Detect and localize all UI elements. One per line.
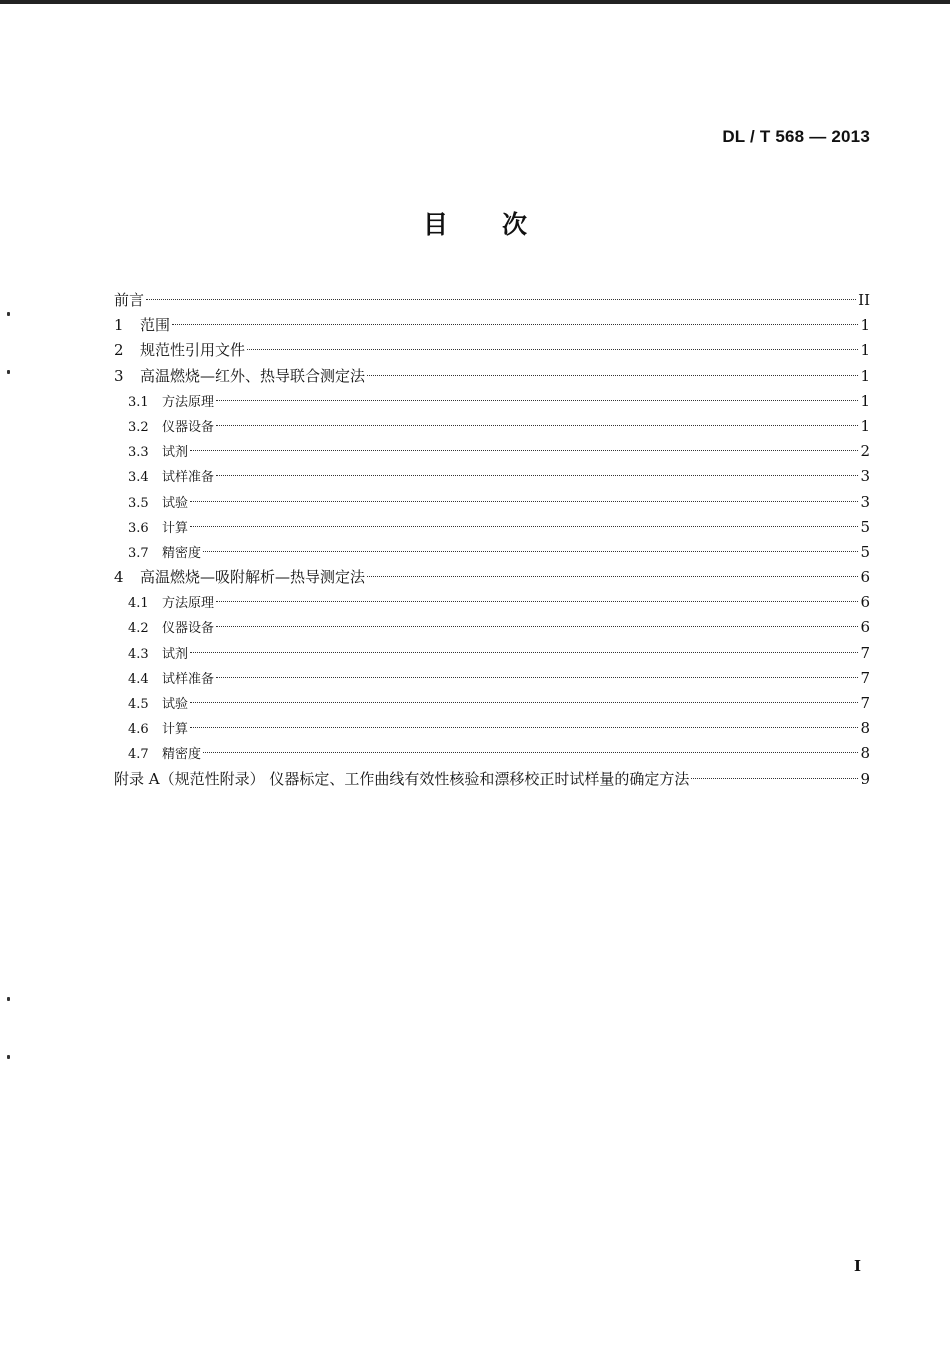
page-title <box>0 205 950 241</box>
toc-leader-dots <box>216 400 858 401</box>
toc-leader-dots <box>190 652 858 653</box>
toc-label: 附录 A（规范性附录） 仪器标定、工作曲线有效性核验和漂移校正时试样量的确定方法 <box>114 769 690 788</box>
toc-leader-dots <box>367 576 858 577</box>
toc-leader-dots <box>216 626 858 627</box>
scan-speck <box>7 370 10 374</box>
toc-label: 试样准备 <box>162 671 215 687</box>
toc-leader-dots <box>691 778 858 779</box>
toc-page: 1 <box>860 391 870 410</box>
toc-entry-3-6[interactable] <box>114 515 870 540</box>
toc-page: 6 <box>860 593 870 612</box>
toc-entry-1[interactable] <box>114 313 870 338</box>
toc-label: 精密度 <box>162 545 202 561</box>
toc-label: 方法原理 <box>162 394 215 410</box>
toc-entry-3-5[interactable] <box>114 490 870 515</box>
scan-speck <box>7 1055 10 1059</box>
toc-label: 范围 <box>140 316 171 335</box>
toc-page: 5 <box>860 542 870 561</box>
toc-entry-3-3[interactable] <box>114 439 870 464</box>
toc-number: 3.1 <box>128 394 149 410</box>
toc-label: 高温燃烧—吸附解析—热导测定法 <box>140 568 366 587</box>
toc-entry-preface[interactable] <box>114 288 870 313</box>
toc-leader-dots <box>216 601 858 602</box>
toc-entry-4-7[interactable] <box>114 741 870 766</box>
toc-page: 7 <box>860 668 870 687</box>
toc-number: 3 <box>114 366 124 385</box>
toc-leader-dots <box>247 349 858 350</box>
toc-number: 1 <box>114 316 124 335</box>
toc-number: 4.4 <box>128 671 149 687</box>
toc-number: 3.3 <box>128 445 149 461</box>
scan-speck <box>7 312 10 316</box>
toc-number: 3.4 <box>128 470 149 486</box>
toc-number: 4.2 <box>128 621 149 637</box>
toc-number: 4.5 <box>128 697 149 712</box>
toc-label: 方法原理 <box>162 596 215 612</box>
toc-entry-3[interactable] <box>114 364 870 389</box>
toc-leader-dots <box>146 299 856 300</box>
toc-label: 计算 <box>162 520 189 536</box>
toc-entry-4[interactable] <box>114 565 870 590</box>
toc-label: 仪器设备 <box>162 621 215 637</box>
toc-page: 9 <box>860 769 870 788</box>
toc-label: 试验 <box>162 495 189 511</box>
toc-label: 前言 <box>114 291 145 309</box>
toc-page: 8 <box>860 744 870 763</box>
toc-leader-dots <box>172 324 858 325</box>
toc-label: 仪器设备 <box>162 419 215 435</box>
toc-entry-3-1[interactable] <box>114 389 870 414</box>
standard-number: DL / T 568 — 2013 <box>722 127 870 146</box>
page-number: I <box>853 1257 861 1275</box>
toc-page: 1 <box>860 366 870 385</box>
toc-entry-2[interactable] <box>114 338 870 363</box>
toc-page: 7 <box>860 694 870 712</box>
toc-label: 试验 <box>162 697 189 712</box>
toc-leader-dots <box>203 551 858 552</box>
toc-number: 4.3 <box>128 646 149 662</box>
toc-label: 试剂 <box>162 646 189 662</box>
toc-entry-3-4[interactable] <box>114 464 870 489</box>
toc-entry-3-7[interactable] <box>114 540 870 565</box>
toc-number: 3.2 <box>128 419 149 435</box>
toc-entry-4-6[interactable] <box>114 716 870 741</box>
toc-label: 精密度 <box>162 747 202 763</box>
toc-label: 计算 <box>162 722 189 738</box>
toc-number: 2 <box>114 341 124 360</box>
toc-leader-dots <box>190 526 858 527</box>
toc-page: 1 <box>860 316 870 335</box>
toc-page: 6 <box>860 618 870 637</box>
toc-number: 3.6 <box>128 520 149 536</box>
top-border-line <box>0 0 950 4</box>
toc-label: 试剂 <box>162 445 189 461</box>
toc-leader-dots <box>190 501 858 502</box>
toc-label: 试样准备 <box>162 470 215 486</box>
toc-page: 7 <box>860 643 870 662</box>
scan-speck <box>7 997 10 1001</box>
title-char-1: 目 <box>422 210 448 239</box>
toc-leader-dots <box>216 677 858 678</box>
toc-number: 4.6 <box>128 722 149 738</box>
toc-page: 1 <box>860 341 870 360</box>
toc-page: 6 <box>860 568 870 587</box>
toc-leader-dots <box>367 375 858 376</box>
table-of-contents <box>114 288 870 792</box>
toc-leader-dots <box>190 702 858 703</box>
toc-leader-dots <box>216 475 858 476</box>
toc-page: 1 <box>860 416 870 435</box>
toc-label: 规范性引用文件 <box>140 341 246 360</box>
title-char-2: 次 <box>502 210 528 239</box>
toc-page: 2 <box>860 442 870 461</box>
toc-entry-4-4[interactable] <box>114 666 870 691</box>
toc-leader-dots <box>190 727 858 728</box>
toc-entry-4-5[interactable] <box>114 691 870 716</box>
toc-entry-4-2[interactable] <box>114 615 870 640</box>
toc-page: 3 <box>860 492 870 511</box>
toc-entry-4-3[interactable] <box>114 641 870 666</box>
toc-label: 高温燃烧—红外、热导联合测定法 <box>140 366 366 385</box>
toc-number: 4.7 <box>128 747 149 763</box>
toc-leader-dots <box>190 450 858 451</box>
toc-page: 3 <box>860 467 870 486</box>
toc-leader-dots <box>216 425 858 426</box>
toc-leader-dots <box>203 752 858 753</box>
toc-page: 8 <box>860 719 870 738</box>
toc-number: 4.1 <box>128 596 149 612</box>
toc-number: 4 <box>114 568 124 587</box>
toc-number: 3.7 <box>128 545 149 561</box>
toc-page: 5 <box>860 517 870 536</box>
toc-entry-appendix-a[interactable] <box>114 767 870 792</box>
toc-entry-4-1[interactable] <box>114 590 870 615</box>
toc-entry-3-2[interactable] <box>114 414 870 439</box>
toc-page: II <box>858 291 870 309</box>
toc-number: 3.5 <box>128 495 149 511</box>
